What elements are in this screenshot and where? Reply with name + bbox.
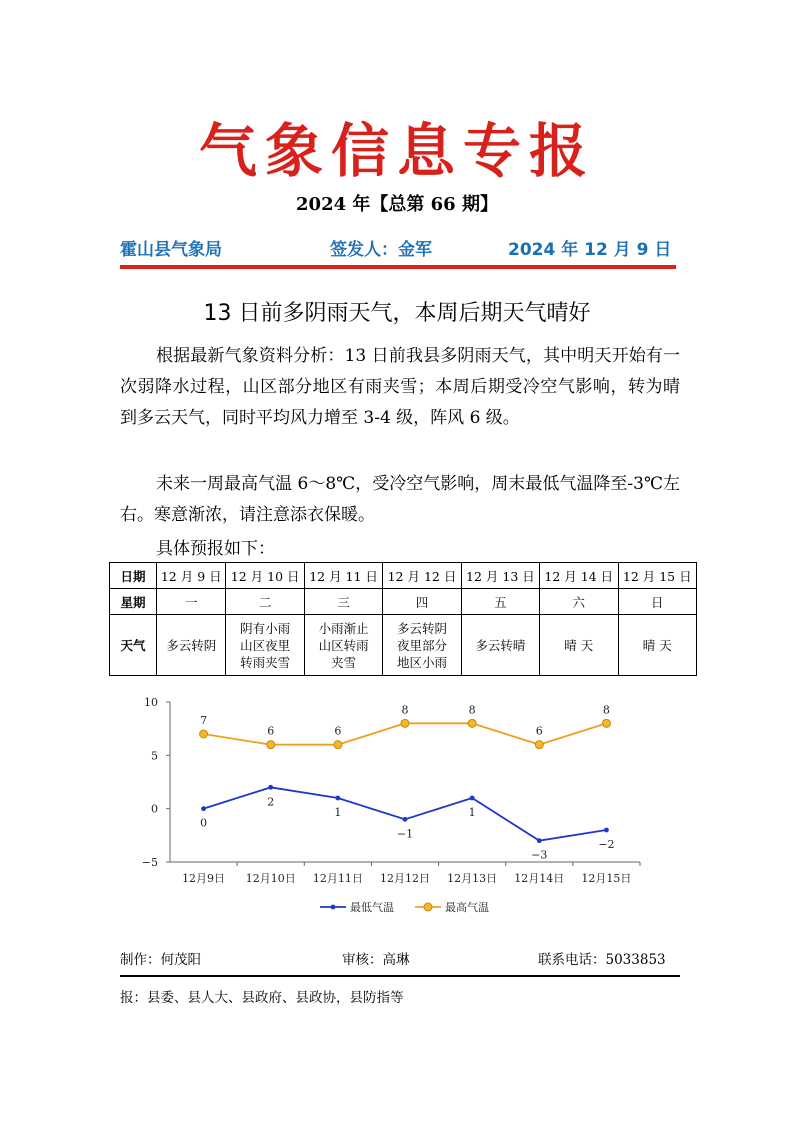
- date-cell: 12 月 9 日: [157, 563, 226, 589]
- issue-date: 2024 年 12 月 9 日: [508, 240, 672, 260]
- legend-marker: [424, 903, 432, 911]
- weekday-row: [110, 589, 697, 615]
- data-label: −3: [531, 848, 548, 862]
- issue-number: 2024 年【总第 66 期】: [296, 194, 498, 215]
- paragraph-temperature: 未来一周最高气温 6～8℃，受冷空气影响，周末最低气温降至-3℃左右。寒意渐浓，请注意添衣保暖。: [120, 474, 680, 525]
- date-cell: 12 月 10 日: [226, 563, 304, 589]
- data-label: 2: [267, 795, 275, 809]
- contact-phone: 联系电话：5033853: [538, 952, 666, 968]
- date-cell: 12 月 11 日: [304, 563, 382, 589]
- data-point: [268, 785, 273, 790]
- data-point: [604, 828, 609, 833]
- weather-cell: 多云转阴 夜里部分 地区小雨: [383, 615, 461, 676]
- x-tick-label: 12月10日: [245, 872, 296, 885]
- y-tick-label: 10: [144, 696, 158, 709]
- data-point: [535, 741, 543, 749]
- weather-row: [110, 615, 697, 676]
- series-max-temp: [200, 703, 611, 748]
- x-tick-label: 12月13日: [447, 872, 498, 885]
- weekday-cell: 四: [383, 589, 461, 615]
- x-tick-label: 12月11日: [312, 872, 363, 885]
- weather-cell: 小雨渐止 山区转雨 夹雪: [304, 615, 382, 676]
- y-tick-label: −5: [141, 856, 158, 869]
- red-divider: [120, 265, 676, 269]
- data-label: 6: [267, 724, 275, 738]
- data-point: [468, 719, 476, 727]
- date-cell: 12 月 14 日: [540, 563, 618, 589]
- date-cell: 12 月 15 日: [618, 563, 697, 589]
- weekday-cell: 日: [618, 589, 697, 615]
- data-point: [602, 719, 610, 727]
- date-cell: 12 月 13 日: [461, 563, 539, 589]
- report-recipients: 报：县委、县人大、县政府、县政协，县防指等: [120, 990, 404, 1006]
- data-point: [401, 719, 409, 727]
- x-tick-label: 12月14日: [514, 872, 565, 885]
- bureau-name: 霍山县气象局: [120, 240, 222, 260]
- data-label: 8: [401, 703, 409, 717]
- footer-divider: [120, 975, 680, 977]
- weekday-cell: 五: [461, 589, 539, 615]
- paragraph-analysis: 根据最新气象资料分析：13 日前我县多阴雨天气，其中明天开始有一次弱降水过程，山区部分地区有雨夹雪；本周后期受冷空气影响，转为晴到多云天气，同时平均风力增至 3-4 级，阵风 6 级。: [120, 346, 680, 428]
- data-point: [537, 838, 542, 843]
- row-label: 日期: [110, 563, 157, 589]
- data-label: 6: [535, 724, 543, 738]
- x-tick-label: 12月15日: [581, 872, 632, 885]
- temperature-chart: [120, 690, 660, 925]
- weekday-cell: 一: [157, 589, 226, 615]
- data-point: [470, 796, 475, 801]
- data-point: [201, 806, 206, 811]
- y-tick-label: 5: [151, 749, 158, 763]
- data-label: 6: [334, 724, 342, 738]
- x-tick-label: 12月9日: [182, 872, 226, 885]
- main-title: 气象信息专报: [198, 117, 595, 185]
- paragraph-intro: 具体预报如下：: [156, 539, 275, 559]
- reviewer: 审核：高琳: [342, 952, 410, 968]
- legend-label: 最低气温: [350, 901, 394, 914]
- data-point: [334, 741, 342, 749]
- data-label: 1: [334, 806, 342, 819]
- x-tick-label: 12月12日: [380, 872, 430, 885]
- data-label: 8: [602, 703, 610, 717]
- weather-cell: 晴 天: [618, 615, 697, 676]
- weather-cell: 多云转晴: [461, 615, 539, 676]
- weather-cell: 晴 天: [540, 615, 618, 676]
- issuer: 签发人：金军: [330, 240, 432, 260]
- date-cell: 12 月 12 日: [383, 563, 461, 589]
- weather-cell: 阴有小雨 山区夜里 转雨夹雪: [226, 615, 304, 676]
- weather-cell: 多云转阴: [157, 615, 226, 676]
- data-label: 8: [468, 703, 476, 717]
- headline: 13 日前多阴雨天气，本周后期天气晴好: [203, 301, 591, 326]
- weekday-cell: 二: [226, 589, 304, 615]
- legend-marker: [331, 905, 336, 910]
- chart-axes: [142, 696, 640, 885]
- row-label: 天气: [110, 615, 157, 676]
- y-tick-label: 0: [151, 802, 158, 816]
- chart-series: [200, 703, 615, 861]
- series-min-temp: [200, 785, 614, 862]
- data-point: [403, 817, 408, 822]
- data-label: 7: [200, 714, 208, 727]
- weekday-cell: 三: [304, 589, 382, 615]
- author: 制作：何茂阳: [120, 952, 201, 968]
- chart-legend: [320, 900, 489, 914]
- data-label: 0: [200, 816, 208, 830]
- data-label: −2: [598, 838, 615, 851]
- data-point: [335, 796, 340, 801]
- data-label: −1: [396, 827, 414, 841]
- date-row: [110, 563, 697, 589]
- row-label: 星期: [110, 589, 157, 615]
- legend-label: 最高气温: [445, 901, 489, 914]
- forecast-table: [109, 562, 697, 676]
- data-point: [200, 730, 208, 738]
- data-label: 1: [468, 806, 476, 819]
- data-point: [267, 741, 275, 749]
- weekday-cell: 六: [540, 589, 618, 615]
